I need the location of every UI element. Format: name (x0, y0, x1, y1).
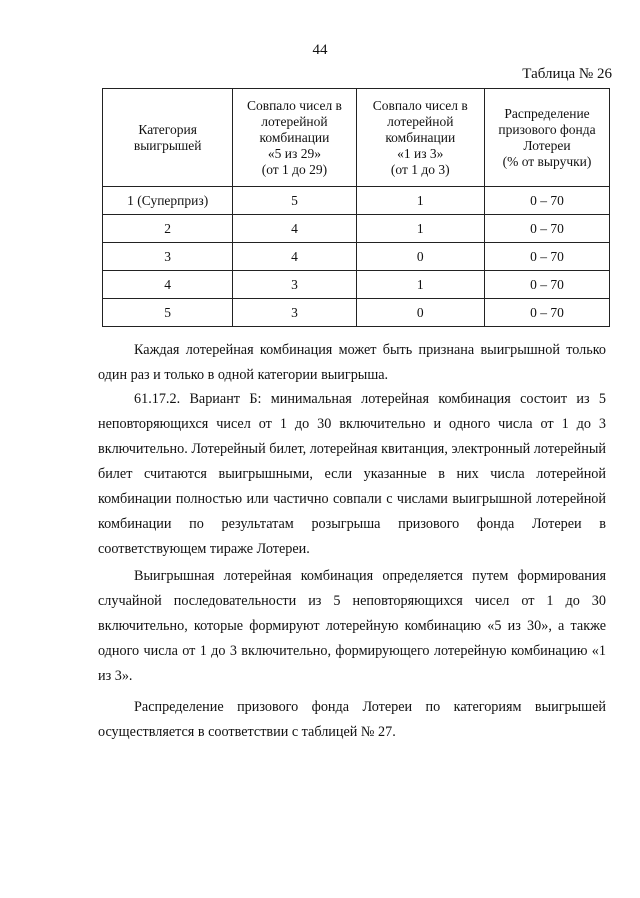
header-category: Категория выигрышей (103, 89, 233, 187)
cell-prize-share: 0 – 70 (485, 299, 610, 327)
cell-match-main: 3 (233, 299, 356, 327)
cell-category: 5 (103, 299, 233, 327)
cell-category: 2 (103, 215, 233, 243)
paragraph-variant-b: 61.17.2. Вариант Б: минимальная лотерейная комбинация состоит из 5 неповторяющихся чисел от 1 до 30 включительно и одного числа от 1 до 3 включительно. Лотерейный билет, лотерейная квитанция, электронный лотерейный билет считаются выигрышными, если указанные в них числа лотерейной комбинации полностью или частично совпали с числами выигрышной лотерейной комбинации по результатам розыгрыша призового фонда Лотереи в соответствующем тираже Лотереи. (98, 391, 606, 557)
cell-category: 1 (Суперприз) (103, 187, 233, 215)
header-match-5of29: Совпало чисел в лотерейной комбинации «5 из 29» (от 1 до 29) (233, 89, 356, 187)
table-header-row (103, 89, 610, 187)
cell-match-main: 4 (233, 215, 356, 243)
table-row (103, 299, 610, 327)
cell-category: 4 (103, 271, 233, 299)
paragraph-winning-combination: Выигрышная лотерейная комбинация определяется путем формирования случайной последовательности из 5 неповторяющихся чисел от 1 до 30 включительно, которые формируют лотерейную комбинацию «5 из 30», а также одного числа от 1 до 3 включительно, формирующего лотерейную комбинацию «1 из 3». (98, 568, 606, 684)
table-caption: Таблица № 26 (522, 66, 612, 82)
table-row (103, 271, 610, 299)
table-row (103, 243, 610, 271)
page-number: 44 (312, 42, 328, 58)
paragraph-winning-once: Каждая лотерейная комбинация может быть признана выигрышной только один раз и только в одной категории выигрыша. (98, 342, 606, 383)
cell-category: 3 (103, 243, 233, 271)
cell-match-main: 5 (233, 187, 356, 215)
cell-prize-share: 0 – 70 (485, 271, 610, 299)
table-row (103, 187, 610, 215)
header-prize-fund: Распределение призового фонда Лотереи (% от выручки) (485, 89, 610, 187)
cell-match-main: 3 (233, 271, 356, 299)
cell-prize-share: 0 – 70 (485, 243, 610, 271)
prize-distribution-table (102, 88, 610, 327)
table-row (103, 215, 610, 243)
header-match-1of3: Совпало чисел в лотерейной комбинации «1 из 3» (от 1 до 3) (356, 89, 484, 187)
cell-match-extra: 0 (356, 243, 484, 271)
cell-match-extra: 1 (356, 187, 484, 215)
cell-match-extra: 0 (356, 299, 484, 327)
cell-match-extra: 1 (356, 215, 484, 243)
cell-prize-share: 0 – 70 (485, 187, 610, 215)
cell-prize-share: 0 – 70 (485, 215, 610, 243)
cell-match-main: 4 (233, 243, 356, 271)
paragraph-prize-distribution: Распределение призового фонда Лотереи по категориям выигрышей осуществляется в соответствии с таблицей № 27. (98, 699, 606, 740)
cell-match-extra: 1 (356, 271, 484, 299)
